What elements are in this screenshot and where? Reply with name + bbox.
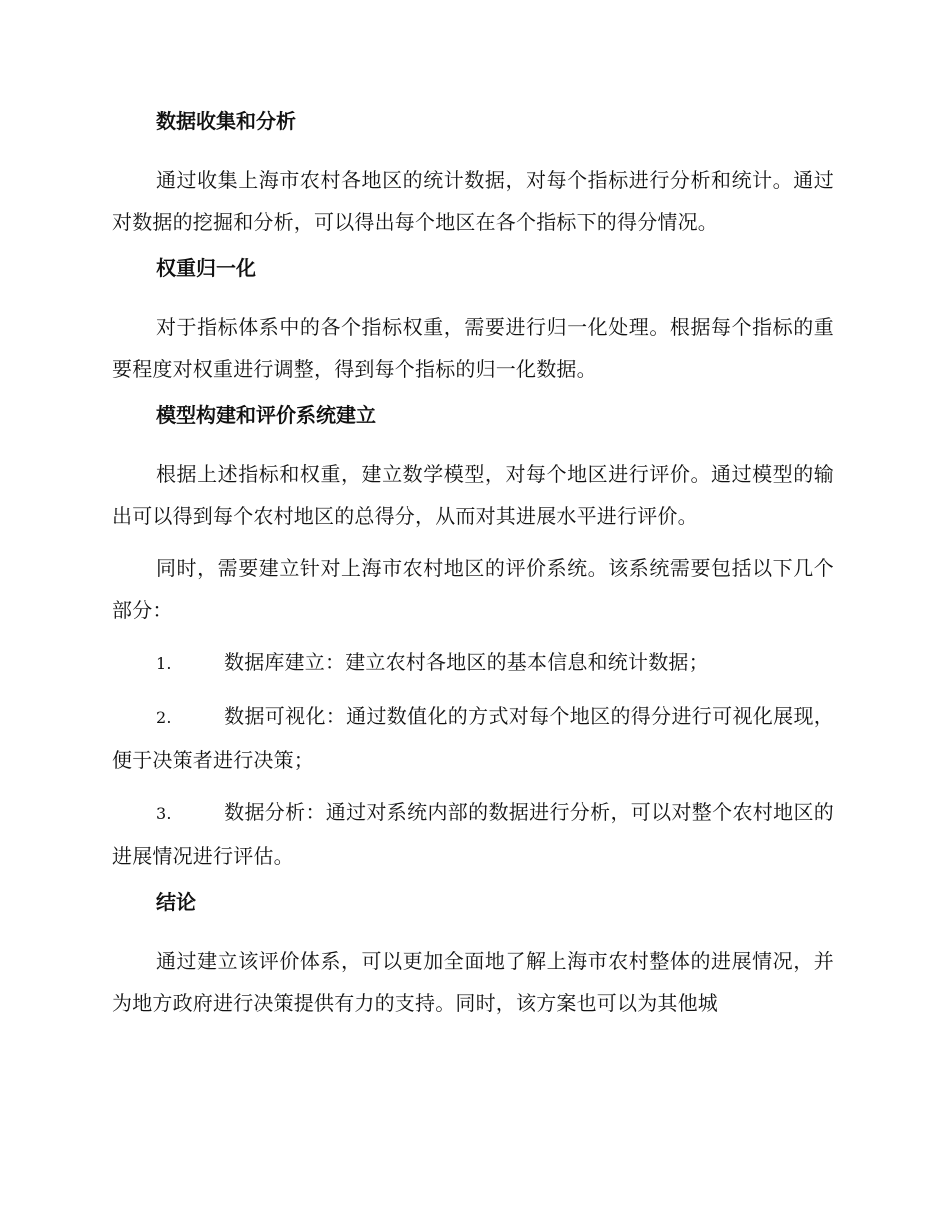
section-heading-weight-normalization: 权重归一化 xyxy=(156,256,256,280)
document-body xyxy=(112,106,834,1034)
paragraph: 通过收集上海市农村各地区的统计数据，对每个指标进行分析和统计。通过对数据的挖掘和分析，可以得出每个地区在各个指标下的得分情况。 xyxy=(112,168,834,234)
list-number: 3. xyxy=(156,804,172,823)
list-item-text: 数据可视化：通过数值化的方式对每个地区的得分进行可视化展现，便于决策者进行决策； xyxy=(112,704,834,772)
list-number: 2. xyxy=(156,708,172,727)
list-item xyxy=(112,695,834,781)
list-item-text: 数据分析：通过对系统内部的数据进行分析，可以对整个农村地区的进展情况进行评估。 xyxy=(112,800,834,868)
paragraph: 对于指标体系中的各个指标权重，需要进行归一化处理。根据每个指标的重要程度对权重进行调整，得到每个指标的归一化数据。 xyxy=(112,315,834,381)
list-number: 1. xyxy=(156,654,172,673)
paragraph: 通过建立该评价体系，可以更加全面地了解上海市农村整体的进展情况，并为地方政府进行决策提供有力的支持。同时，该方案也可以为其他城 xyxy=(112,949,834,1015)
list-item xyxy=(112,791,834,877)
section-heading-conclusion: 结论 xyxy=(156,890,196,914)
paragraph: 同时，需要建立针对上海市农村地区的评价系统。该系统需要包括以下几个部分： xyxy=(112,556,834,622)
paragraph: 根据上述指标和权重，建立数学模型，对每个地区进行评价。通过模型的输出可以得到每个农村地区的总得分，从而对其进展水平进行评价。 xyxy=(112,462,834,528)
section-heading-model-building: 模型构建和评价系统建立 xyxy=(156,403,376,427)
section-heading-data-collection: 数据收集和分析 xyxy=(156,109,296,133)
list-item xyxy=(112,641,834,685)
list-item-text: 数据库建立：建立农村各地区的基本信息和统计数据； xyxy=(224,650,709,674)
